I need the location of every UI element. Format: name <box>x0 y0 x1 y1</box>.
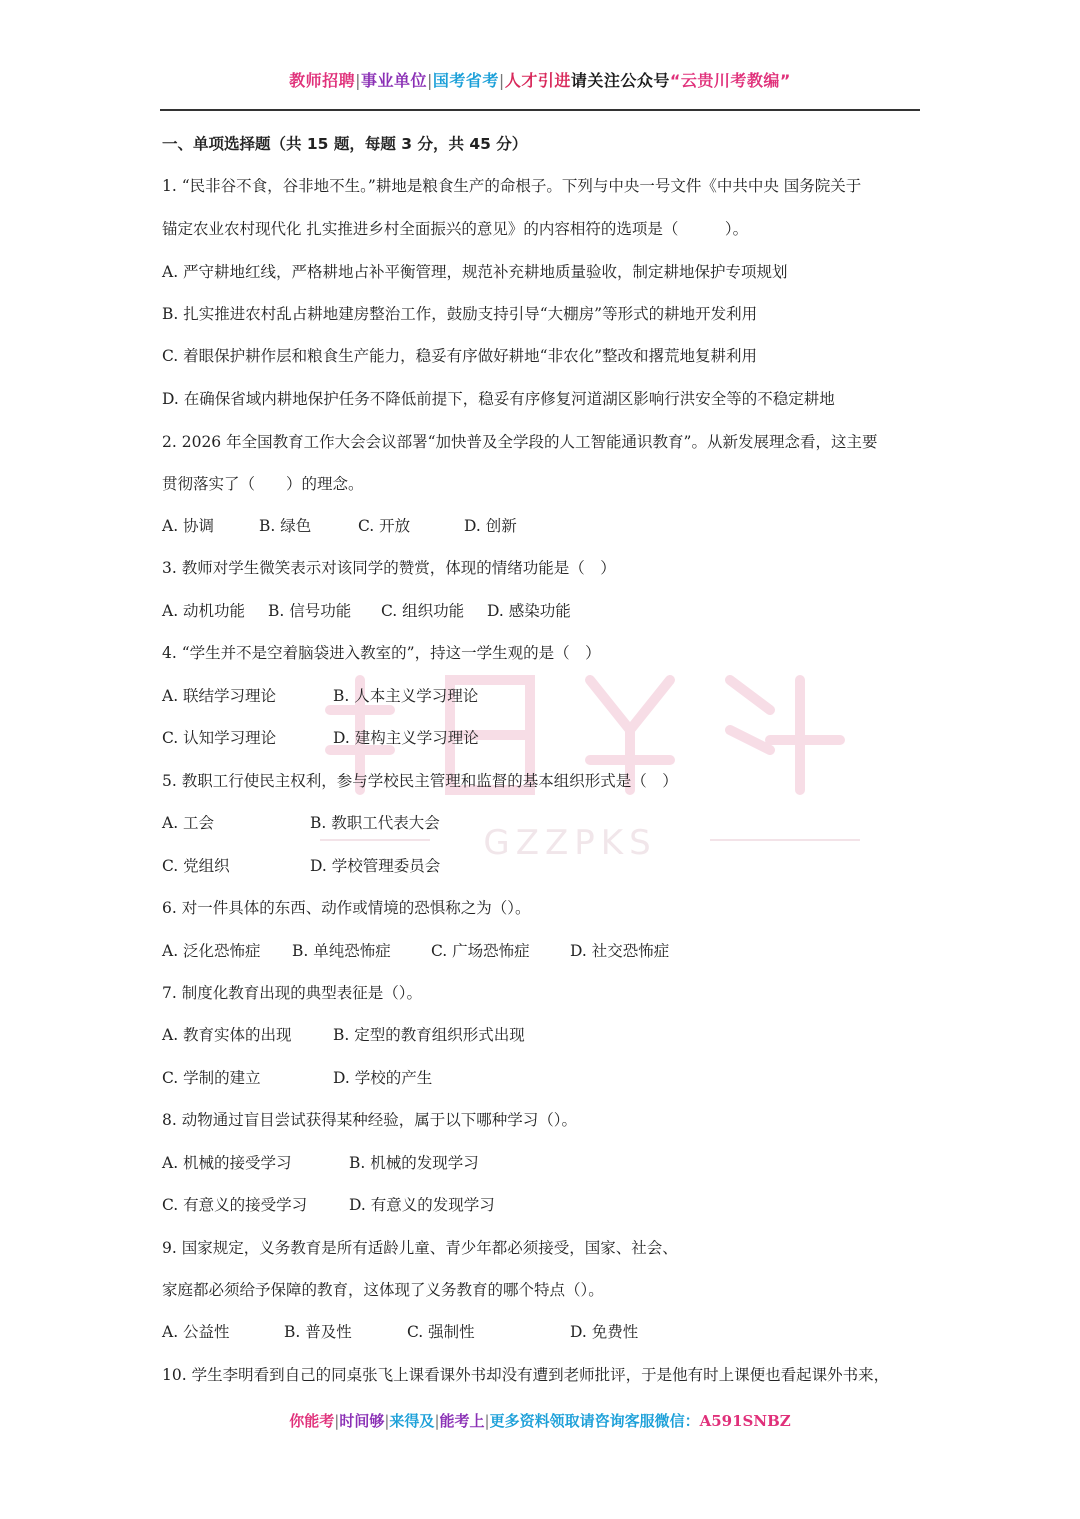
option-a: A. 泛化恐怖症 <box>162 942 261 960</box>
footer-part: 更多资料领取请咨询客服微信： <box>489 1412 700 1430</box>
question-stem: 2. 2026 年全国教育工作大会会议部署“加快普及全学段的人工智能通识教育”。从新发展理念看，这主要 <box>162 433 878 451</box>
options-row <box>162 728 479 748</box>
option-a: A. 教育实体的出现 <box>162 1026 292 1044</box>
question-stem: 贯彻落实了（ ）的理念。 <box>162 475 364 493</box>
option-d: D. 在确保省域内耕地保护任务不降低前提下，稳妥有序修复河道湖区影响行洪安全等的不稳定耕地 <box>162 390 835 408</box>
option-b: B. 人本主义学习理论 <box>333 687 479 705</box>
footer-separator: | <box>434 1412 440 1430</box>
option-d: D. 感染功能 <box>487 602 571 620</box>
header-part: 人才引进 <box>504 71 571 90</box>
option-c: C. 学制的建立 <box>162 1069 261 1087</box>
options-row <box>162 1153 479 1173</box>
footer-part: 来得及 <box>389 1412 435 1430</box>
option-b: B. 信号功能 <box>268 602 352 620</box>
page-footer <box>0 1410 1080 1431</box>
options-row <box>162 941 669 961</box>
options-row <box>162 601 571 621</box>
footer-separator: | <box>484 1412 490 1430</box>
watermark-text: GZZPKS <box>483 823 657 863</box>
option-c: C. 着眼保护耕作层和粮食生产能力，稳妥有序做好耕地“非农化”整改和撂荒地复耕利用 <box>162 347 758 365</box>
options-row <box>162 856 440 876</box>
question-stem: 3. 教师对学生微笑表示对该同学的赞赏，体现的情绪功能是（ ） <box>162 559 616 577</box>
option-b: B. 机械的发现学习 <box>349 1154 479 1172</box>
option-b: B. 绿色 <box>259 517 312 535</box>
header-account-name: “云贵川考教编” <box>669 71 791 90</box>
option-c: C. 广场恐怖症 <box>431 942 530 960</box>
options-row <box>162 1068 432 1088</box>
options-row <box>162 1322 638 1342</box>
question-stem: 7. 制度化教育出现的典型表征是（）。 <box>162 984 422 1002</box>
option-c: C. 强制性 <box>407 1323 475 1341</box>
option-b: B. 教职工代表大会 <box>310 814 440 832</box>
question-stem: 5. 教职工行使民主权利，参与学校民主管理和监督的基本组织形式是（ ） <box>162 772 678 790</box>
watermark-logo <box>300 640 880 880</box>
question-stem: 9. 国家规定，义务教育是所有适龄儿童、青少年都必须接受，国家、社会、 <box>162 1239 678 1257</box>
section-title: 一、单项选择题（共 15 题，每题 3 分，共 45 分） <box>162 135 528 153</box>
option-c: C. 有意义的接受学习 <box>162 1196 308 1214</box>
page-header <box>0 68 1080 91</box>
header-separator: | <box>498 71 505 90</box>
option-a: A. 严守耕地红线，严格耕地占补平衡管理，规范补充耕地质量验收，制定耕地保护专项规划 <box>162 263 788 281</box>
option-c: C. 开放 <box>358 517 411 535</box>
header-separator: | <box>355 71 361 90</box>
option-b: B. 扎实推进农村乱占耕地建房整治工作，鼓励支持引导“大棚房”等形式的耕地开发利用 <box>162 305 758 323</box>
header-divider <box>160 109 920 111</box>
footer-part: 你能考 <box>289 1412 335 1430</box>
question-stem: 家庭都必须给予保障的教育，这体现了义务教育的哪个特点（）。 <box>162 1281 604 1299</box>
options-row <box>162 686 478 706</box>
option-d: D. 学校管理委员会 <box>310 857 441 875</box>
option-c: C. 组织功能 <box>381 602 465 620</box>
option-a: A. 协调 <box>162 517 215 535</box>
option-b: B. 定型的教育组织形式出现 <box>333 1026 525 1044</box>
footer-separator: | <box>384 1412 390 1430</box>
option-b: B. 普及性 <box>284 1323 352 1341</box>
question-stem: 10. 学生李明看到自己的同桌张飞上课看课外书却没有遭到老师批评，于是他有时上课便也看起课外书来， <box>162 1366 890 1384</box>
options-row <box>162 1025 525 1045</box>
header-part: 事业单位 <box>361 71 428 90</box>
option-a: A. 公益性 <box>162 1323 230 1341</box>
header-part: 请关注公众号 <box>570 71 670 90</box>
option-d: D. 有意义的发现学习 <box>349 1196 495 1214</box>
option-d: D. 建构主义学习理论 <box>333 729 479 747</box>
option-d: D. 学校的产生 <box>333 1069 433 1087</box>
question-stem: 1. “民非谷不食，谷非地不生。”耕地是粮食生产的命根子。下列与中央一号文件《中共中央 国务院关于 <box>162 177 862 195</box>
option-a: A. 联结学习理论 <box>162 687 277 705</box>
options-row <box>162 813 440 833</box>
option-a: A. 工会 <box>162 814 215 832</box>
option-a: A. 动机功能 <box>162 602 246 620</box>
option-b: B. 单纯恐怖症 <box>292 942 391 960</box>
header-part: 国考省考 <box>432 71 499 90</box>
question-stem: 4. “学生并不是空着脑袋进入教室的”，持这一学生观的是（ ） <box>162 644 601 662</box>
question-stem: 锚定农业农村现代化 扎实推进乡村全面振兴的意见》的内容相符的选项是（ ）。 <box>162 220 749 238</box>
question-stem: 6. 对一件具体的东西、动作或情境的恐惧称之为（）。 <box>162 899 531 917</box>
option-c: C. 党组织 <box>162 857 230 875</box>
wechat-id: A591SNBZ <box>699 1412 791 1430</box>
option-c: C. 认知学习理论 <box>162 729 277 747</box>
option-d: D. 创新 <box>464 517 517 535</box>
footer-part: 时间够 <box>339 1412 385 1430</box>
header-separator: | <box>427 71 433 90</box>
options-row <box>162 516 517 536</box>
option-d: D. 免费性 <box>570 1323 639 1341</box>
footer-part: 能考上 <box>439 1412 485 1430</box>
header-part: 教师招聘 <box>289 71 356 90</box>
option-d: D. 社交恐怖症 <box>570 942 670 960</box>
option-a: A. 机械的接受学习 <box>162 1154 292 1172</box>
options-row <box>162 1195 495 1215</box>
footer-separator: | <box>334 1412 340 1430</box>
question-stem: 8. 动物通过盲目尝试获得某种经验，属于以下哪种学习（）。 <box>162 1111 577 1129</box>
